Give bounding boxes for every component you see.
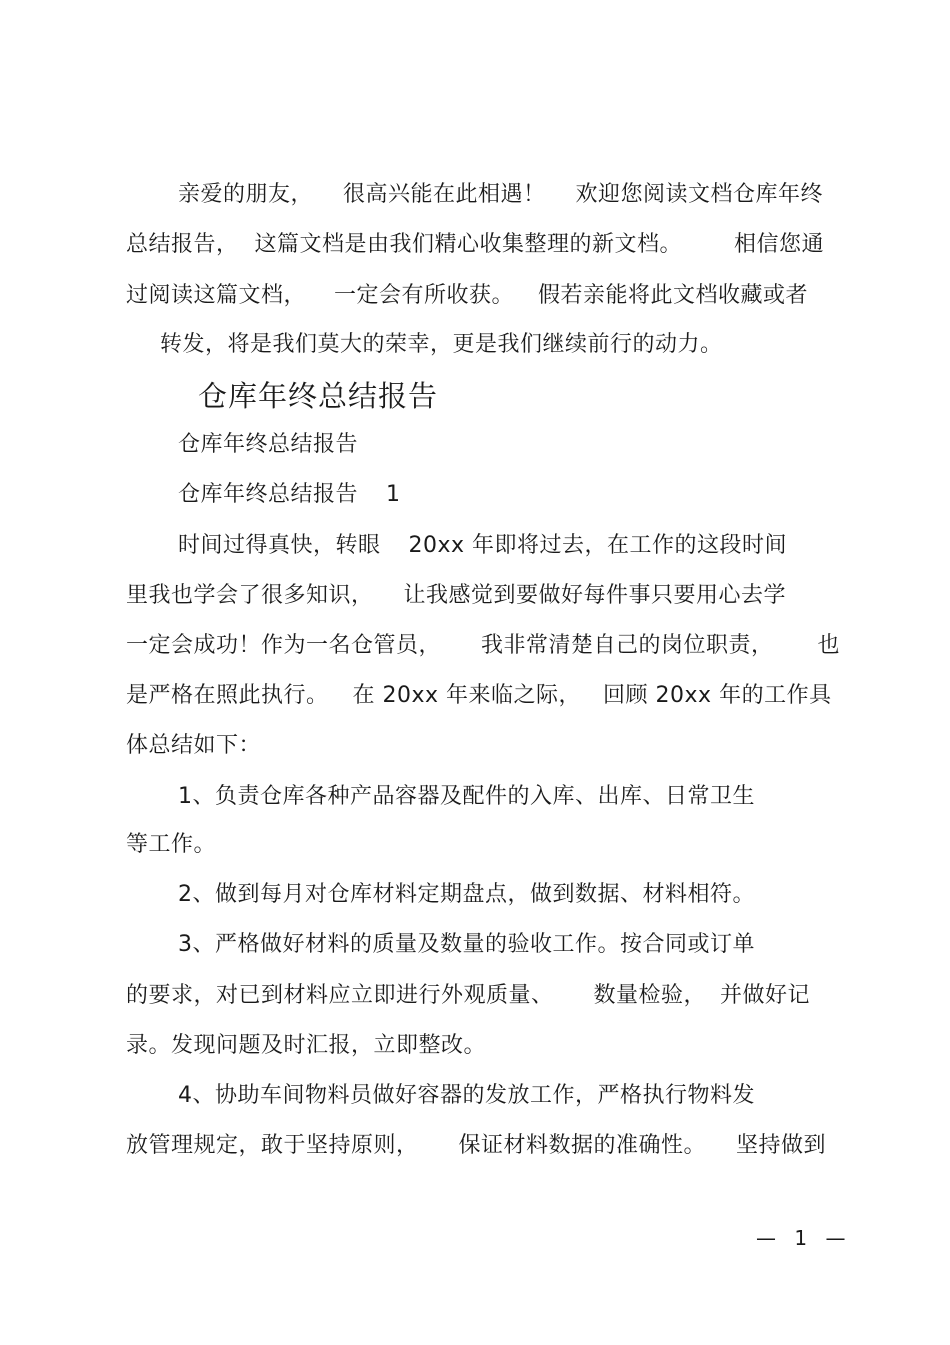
intro-line-3-part-3: 假若亲能将此文档收藏或者	[538, 283, 809, 308]
body-p1-line-2-part-1: 里我也学会了很多知识，	[126, 583, 374, 608]
intro-line-4: 转发，将是我们莫大的荣幸，更是我们继续前行的动力。	[160, 332, 723, 357]
intro-line-2-part-1: 总结报告，	[126, 232, 239, 257]
intro-line-3	[126, 281, 808, 311]
body-p1-line-2-part-2: 让我感觉到要做好每件事只要用心去学	[403, 583, 787, 608]
item-3-line-3: 录。发现问题及时汇报，立即整改。	[126, 1033, 487, 1058]
body-p1-line-4	[126, 681, 832, 711]
body-p1-line-3-part-3: 也	[817, 633, 841, 658]
item-1-line-1: 1、负责仓库各种产品容器及配件的入库、出库、日常卫生	[178, 784, 755, 809]
item-3-line-2-part-2: 数量检验，	[593, 983, 707, 1008]
body-p1-line-4-part-3: 回顾 20xx 年的工作具	[603, 683, 832, 708]
intro-line-1-part-1: 亲爱的朋友，	[178, 182, 314, 207]
item-3-line-2	[126, 981, 810, 1011]
body-p1-line-2	[126, 581, 786, 611]
body-p1-line-1-part-1: 时间过得真快，转眼	[178, 533, 381, 558]
intro-line-3-part-1: 过阅读这篇文档，	[126, 283, 307, 308]
intro-line-3-part-2: 一定会有所收获。	[334, 283, 515, 308]
page-number: — 1 —	[756, 1226, 852, 1250]
body-p1-line-4-part-1: 是严格在照此执行。	[126, 683, 329, 708]
body-p1-line-3	[126, 631, 840, 661]
item-4-line-2	[126, 1131, 826, 1161]
document-title: 仓库年终总结报告	[198, 379, 439, 413]
item-3-line-2-part-3: 并做好记	[720, 983, 811, 1008]
section-heading-number: 1	[386, 482, 401, 507]
item-4-line-2-part-3: 坚持做到	[736, 1133, 827, 1158]
section-heading	[178, 480, 401, 510]
item-2-line-1: 2、做到每月对仓库材料定期盘点，做到数据、材料相符。	[178, 882, 755, 907]
item-3-line-1: 3、严格做好材料的质量及数量的验收工作。按合同或订单	[178, 932, 755, 957]
body-p1-line-1-part-2: 20xx 年即将过去，在工作的这段时间	[408, 533, 788, 558]
item-4-line-2-part-1: 放管理规定，敢于坚持原则，	[126, 1133, 419, 1158]
item-1-line-2: 等工作。	[126, 832, 217, 857]
intro-line-1-part-2: 很高兴能在此相遇！	[343, 182, 546, 207]
intro-line-2-part-2: 这篇文档是由我们精心收集整理的新文档。	[254, 232, 683, 257]
item-3-line-2-part-1: 的要求，对已到材料应立即进行外观质量、	[126, 983, 554, 1008]
intro-line-1	[178, 180, 823, 210]
section-heading-text: 仓库年终总结报告	[178, 482, 359, 507]
intro-line-1-part-3: 欢迎您阅读文档仓库年终	[575, 182, 824, 207]
body-p1-line-3-part-2: 我非常清楚自己的岗位职责，	[481, 633, 774, 658]
item-4-line-1: 4、协助车间物料员做好容器的发放工作，严格执行物料发	[178, 1083, 755, 1108]
intro-line-2	[126, 230, 824, 260]
intro-line-2-part-3: 相信您通	[734, 232, 825, 257]
body-p1-line-1	[178, 531, 787, 561]
item-4-line-2-part-2: 保证材料数据的准确性。	[458, 1133, 707, 1158]
body-p1-line-4-part-2: 在 20xx 年来临之际，	[352, 683, 582, 708]
body-p1-line-5: 体总结如下：	[126, 733, 262, 758]
body-p1-line-3-part-1: 一定会成功！作为一名仓管员，	[126, 633, 442, 658]
subtitle: 仓库年终总结报告	[178, 432, 359, 457]
